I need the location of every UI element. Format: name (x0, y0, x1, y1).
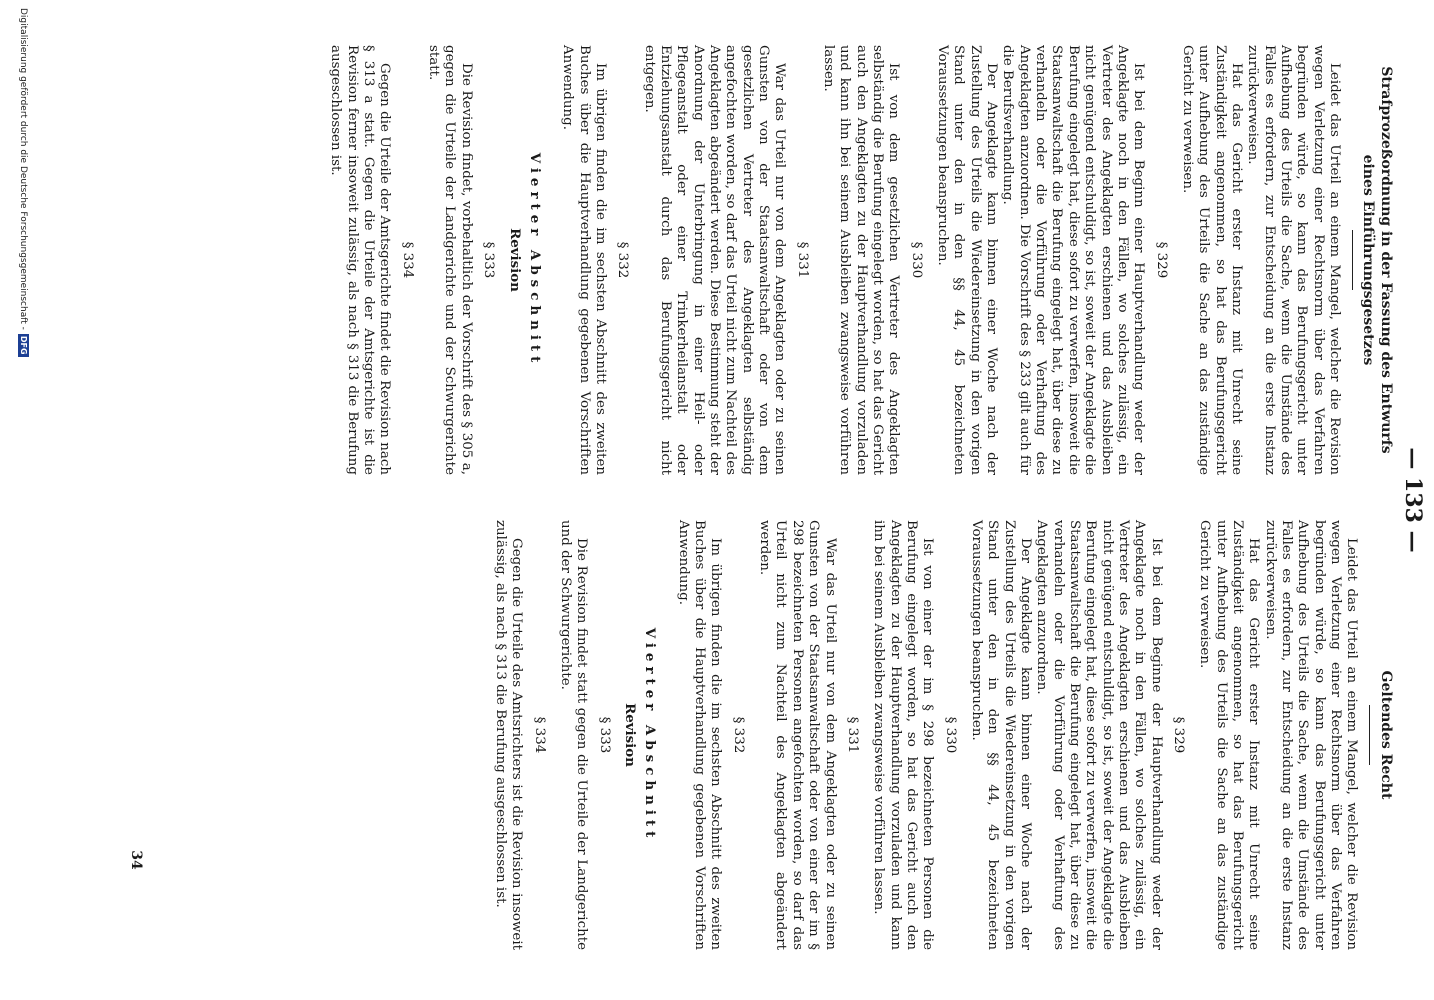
chapter-subheading: Revision (506, 228, 523, 292)
paragraph: Ist bei dem Beginn einer Hauptverhandlung weder der Angeklagte noch in den Fällen, wo solches zulässig, ein Vertreter des Angeklagten erschienen und das Ausbleiben nicht genügend entschuldigt, so ist, soweit der Angeklagte die Berufung eingelegt hat, diese sofort zu verwerfen, insoweit die Staatsanwaltschaft die Berufung eingelegt hat, über diese zu verhandeln oder die Vorführung oder Verhaftung des Angeklagten anzuordnen. Die Vorschrift des § 233 gilt auch für die Berufsverhandlung. (1000, 45, 1147, 475)
chapter-heading: Vierter Abschnitt (642, 627, 659, 843)
paragraph: War das Urteil nur von dem Angeklagten oder zu seinen Gunsten von der Staatsanwaltschaft oder von dem gesetzlichen Vertreter des Angeklagten selbständig angefochten worden, so darf das Urteil nicht zum Nachteil des Angeklagten abgeändert werden. Diese Bestimmung steht der Anordnung der Unterbringung in einer Heil- oder Pflegeanstalt oder einer Trinkerheilanstalt oder Entziehungsanstalt durch das Berufungsgericht nicht entgegen. (641, 45, 788, 475)
section-heading-333: § 333 (481, 241, 497, 279)
paragraph: Gegen die Urteile des Amtsrichters ist die Revision insoweit zulässig, als nach § 313 die Berufung ausgeschlossen ist. (493, 520, 525, 950)
section-heading-333: § 333 (596, 716, 612, 754)
paragraph: Im übrigen finden die im sechsten Abschnitt des zweiten Buches über die Hauptverhandlung gegebenen Vorschriften Anwendung. (675, 520, 724, 950)
section-heading-331: § 331 (794, 241, 810, 279)
column-heading-current: Geltendes Recht (1378, 670, 1394, 800)
paragraph: Gegen die Urteile der Amtsgerichte findet die Revision nach § 313 a statt. Gegen die Urteile der Amtsgerichte ist die Revision ferner insoweit zulässig, als nach § 313 die Berufung ausgeschlossen ist. (328, 45, 393, 475)
footer-text: Digitalisierung gefördert durch die Deutsche Forschungsgemeinschaft - (18, 8, 29, 330)
paragraph: Hat das Gericht erster Instanz mit Unrecht seine Zuständigkeit angenommen, so hat das Berufungsgericht unter Aufhebung des Urteils die Sache an das zuständige Gericht zu verweisen. (1179, 45, 1244, 475)
section-heading-334: § 334 (531, 716, 547, 754)
paragraph: Die Revision findet, vorbehaltlich der Vorschrift des § 305 a, gegen die Urteile der Landgerichte und der Schwurgerichte statt. (426, 45, 474, 475)
paragraph: Ist von einer der im § 298 bezeichneten Personen die Berufung eingelegt worden, so hat das Gericht auch den Angeklagten zu der Hauptverhandlung vorzuladen und kann ihn bei seinem Ausbleiben zwangsweise vorführen lassen. (871, 520, 936, 950)
section-heading-331: § 331 (844, 716, 860, 754)
dfg-logo-icon: DFG (19, 335, 28, 355)
chapter-heading: Vierter Abschnitt (526, 152, 543, 368)
paragraph: Der Angeklagte kann binnen einer Woche nach der Zustellung des Urteils die Wiedereinsetzung in den vorigen Stand unter den in den §§ 44, 45 bezeichneten Voraussetzungen beanspruchen. (968, 520, 1033, 950)
column-current-law (492, 520, 1394, 950)
heading-rule (1370, 705, 1371, 765)
section-heading-330: § 330 (942, 716, 958, 754)
section-heading-332: § 332 (615, 241, 631, 279)
section-heading-334: § 334 (399, 241, 415, 279)
paragraph: Ist von dem gesetzlichen Vertreter des Angeklagten selbständig die Berufung eingelegt worden, so hat das Gericht auch den Angeklagten zu der Hauptverhandlung vorzuladen und kann ihn bei seinem Ausbleiben zwangsweise vorführen lassen. (821, 45, 902, 475)
section-heading-329: § 329 (1153, 241, 1169, 279)
paragraph: Die Revision findet statt gegen die Urteile der Landgerichte und der Schwurgerichte. (558, 520, 590, 950)
paragraph: Leidet das Urteil an einem Mangel, welcher die Revision wegen Verletzung einer Rechtsnorm über das Verfahren begründen würde, so kann das Berufungsgericht unter Aufhebung des Urteils die Sache, wenn die Umstände des Falles es erfordern, zur Entscheidung an die erste Instanz zurückverweisen. (1245, 45, 1342, 475)
chapter-subheading: Revision (622, 703, 639, 767)
column-draft-law (327, 45, 1394, 475)
digitization-footer (18, 8, 29, 988)
paragraph: Im übrigen finden die im sechsten Abschnitt des zweiten Buches über die Hauptverhandlung gegebenen Vorschriften Anwendung. (560, 45, 608, 475)
heading-rule (1352, 230, 1353, 290)
column-heading-draft: Strafprozeßordnung in der Fassung des Entwurfs eines Einführungsgesetzes (1360, 66, 1394, 454)
section-heading-329: § 329 (1171, 716, 1187, 754)
paragraph: War das Urteil nur von dem Angeklagten oder zu seinen Gunsten von der Staatsanwaltschaft oder von einer der im § 298 bezeichneten Personen angefochten worden, so darf das Urteil nicht zum Nachteil des Angeklagten abgeändert werden. (757, 520, 838, 950)
paragraph: Leidet das Urteil an einem Mangel, welcher die Revision wegen Verletzung einer Rechtsnorm über das Verfahren begründen würde, so kann das Berufungsgericht unter Aufhebung des Urteils die Sache, wenn die Umstände des Falles es erfordern, zur Entscheidung an die erste Instanz zurückverweisen. (1262, 520, 1360, 950)
paragraph: Der Angeklagte kann binnen einer Woche nach der Zustellung des Urteils die Wiedereinsetzung in den vorigen Stand unter den in den §§ 44, 45 bezeichneten Voraussetzungen beanspruchen. (935, 45, 1000, 475)
page-number: — 133 — (1400, 447, 1426, 553)
section-heading-330: § 330 (908, 241, 924, 279)
paragraph: Hat das Gericht erster Instanz mit Unrecht seine Zuständigkeit angenommen, so hat das Berufungsgericht unter Aufhebung des Urteils die Sache an das zuständige Gericht zu verweisen. (1197, 520, 1262, 950)
section-heading-332: § 332 (730, 716, 746, 754)
sheet-number: 34 (128, 850, 144, 870)
paragraph: Ist bei dem Beginne der Hauptverhandlung weder der Angeklagte noch in den Fällen, wo solches zulässig, ein Vertreter des Angeklagten erschienen und das Ausbleiben nicht genügend entschuldigt, so ist, soweit der Angeklagte die Berufung eingelegt hat, diese sofort zu verwerfen, insoweit die Staatsanwaltschaft die Berufung eingelegt hat, über diese zu verhandeln oder die Vorführung oder Verhaftung des Angeklagten anzuordnen. (1034, 520, 1164, 950)
